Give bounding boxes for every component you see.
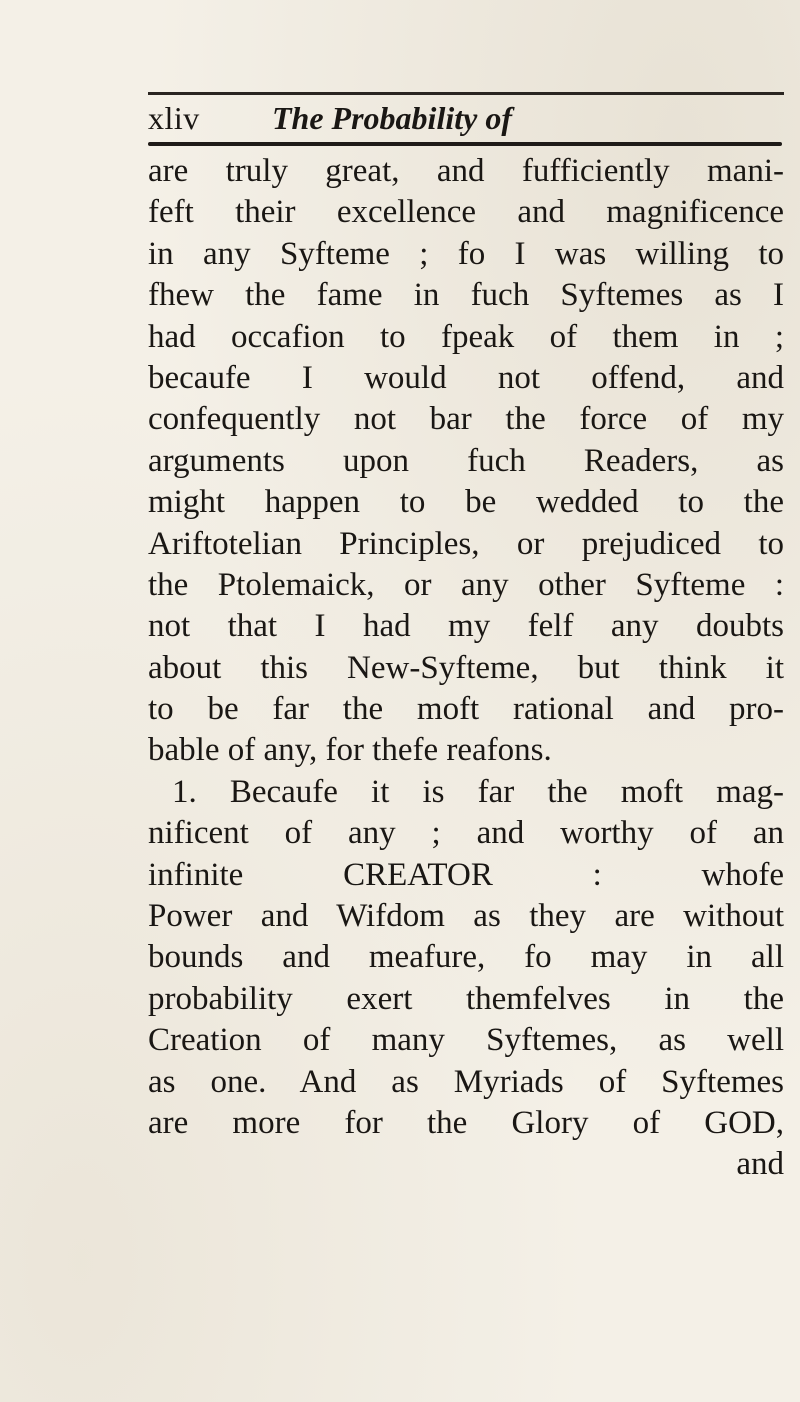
header-rule (148, 142, 782, 146)
text-line: probability exert themfelves in the (148, 980, 784, 1017)
text-line: in any Syfteme ; fo I was willing to (148, 235, 784, 272)
text-line: fhew the fame in fuch Syftemes as I (148, 277, 784, 314)
text-line: feft their excellence and magnificence (148, 194, 784, 231)
text-line: not that I had my felf any doubts (148, 608, 784, 645)
text-line: had occafion to fpeak of them in ; (148, 318, 784, 355)
text-line: Power and Wifdom as they are without (148, 898, 784, 935)
text-line: arguments upon fuch Readers, as (148, 442, 784, 479)
text-line: Creation of many Syftemes, as well (148, 1022, 784, 1059)
text-line: to be far the moft rational and pro- (148, 691, 784, 728)
text-line: bounds and meafure, fo may in all (148, 939, 784, 976)
catchword: and (736, 1146, 784, 1183)
text-line: as one. And as Myriads of Syftemes (148, 1063, 784, 1100)
page-header (148, 96, 784, 140)
text-line: Ariftotelian Principles, or prejudiced to (148, 525, 784, 562)
text-line: infinite CREATOR : whofe (148, 856, 784, 893)
page-number: xliv (148, 100, 200, 136)
text-line: 1. Becaufe it is far the moft mag- (172, 773, 784, 810)
text-line: about this New-Syfteme, but think it (148, 649, 784, 686)
text-line: the Ptolemaick, or any other Syfteme : (148, 566, 784, 603)
text-line: might happen to be wedded to the (148, 484, 784, 521)
text-line: are truly great, and fufficiently mani- (148, 153, 784, 189)
top-rule (148, 92, 784, 95)
text-line: becaufe I would not offend, and (148, 359, 784, 396)
body-text (148, 151, 784, 1186)
text-line: bable of any, for thefe reafons. (148, 732, 552, 769)
text-line: are more for the Glory of GOD, (148, 1104, 784, 1141)
running-title: The Probability of (272, 100, 512, 136)
text-line: confequently not bar the force of my (148, 401, 784, 438)
text-line: nificent of any ; and worthy of an (148, 815, 784, 852)
